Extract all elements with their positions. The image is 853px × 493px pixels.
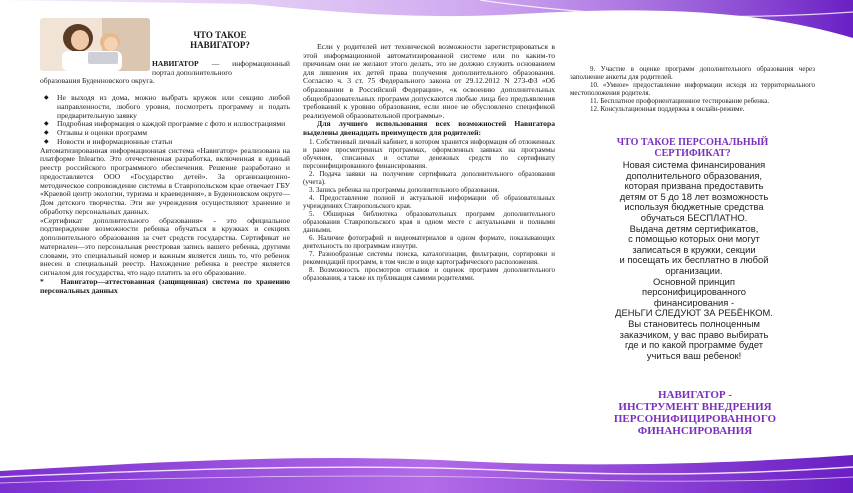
cert-line: персонифицированного [642,286,746,298]
cert-line: Вы становитесь полноценным [628,317,760,329]
cert-line: дополнительного образования, [625,169,763,181]
cert-line: детям от 5 до 18 лет возможность [619,190,769,202]
cert-line: используя бюджетные средства [624,201,764,213]
cert-line: Новая система финансирования [622,159,766,170]
bullet-item: ◆ Отзывы и оценки программ [57,129,290,138]
panel1-title-line2: НАВИГАТОР? [190,40,250,50]
bullet-item: ◆ Новости и информационные статьи [57,138,290,147]
advantage-item: 10. «Умное» предоставление информации исходя из территориального местоположения родителя. [570,81,815,97]
tool-heading-line4: ФИНАНСИРОВАНИЯ [637,425,753,437]
navigator-intro [40,60,290,86]
tool-heading-line1: НАВИГАТОР - [657,389,733,401]
panel1-title-line1: ЧТО ТАКОЕ [193,30,247,40]
advantage-item: 3. Запись ребенка на программы дополнительного образования. [309,185,500,194]
certificate-description [584,160,804,361]
advantage-item: 12. Консультационная поддержка в онлайн-режиме. [590,105,745,113]
intro-bold-term: НАВИГАТОР [152,59,199,68]
cert-line: учиться ваш ребенок! [646,349,742,361]
advantages-list [303,138,555,282]
cert-line: где и по какой программе будет [624,339,764,351]
advantage-item: 1. Собственный личный кабинет, в котором хранится информация об отложенных и ранее просмотренных программах, оформленных заявках на программы обучения, списанных и остатке денежных средств по сертификату персонифицированного финансирования. [303,137,555,170]
tool-heading-line3: ПЕРСОНИФИЦИРОВАННОГО [613,413,777,425]
advantage-item: 2. Подача заявки на получение сертификата дополнительного образования (учета). [303,169,555,186]
navigator-tool-heading [575,389,815,437]
advantage-item: 6. Наличие фотографий и видеоматериалов в одном формате, показывающих деятельность по программам изнутри. [303,233,555,250]
panel1-body [40,94,290,295]
benefits-bullet-list [40,94,290,147]
no-registration-paragraph: Если у родителей нет технической возможности зарегистрироваться в этой информационной автоматизированной системе или по каким-то причинам они не желают этого делать, это не должно служить основанием для лишения их детей права получения дополнительного образования. Согласно ч. 3 ст. 75 Федерального закона от 29.12.2012 N 273-ФЗ «Об образовании в Российской Федерации», «к освоению дополнительных общеобразовательных программ допускаются любые лица без предъявления требований к уровню образования, если иное не обусловлено спецификой реализуемой образовательной программы». [303,42,555,120]
cert-line: организации. [665,264,723,276]
cert-line: обучаться БЕСПЛАТНО. [640,211,748,223]
cert-line: заказчиком, у вас право выбирать [619,328,769,340]
advantage-item: 7. Разнообразные системы поиска, каталогизации, фильтрации, сортировки и рекомендаций программ, в том числе в виде картографического расположения. [303,249,555,266]
system-description-paragraph: Автоматизированная информационная система «Навигатор» реализована на платформе Inlearno. Это отечественная разработка, включенная в единый реестр российского программного обеспечения. Решение разработано и предоставляется ООО «Государство детей». За организационно-методическое сопровождение системы в Ставропольском крае отвечает ГБУ «Краевой центр экологии, туризма и краеведения», в Буденновском округе—Дом детского творчества. Эти же учреждения осуществляют хранение и обработку персональных данных. [40,145,290,216]
panel1-title [150,30,290,50]
cert-line: с помощью которых они могут [628,233,760,245]
intro-rest: — информационный портал дополнительного [152,59,290,77]
bullet-item: ◆ Не выходя из дома, можно выбрать кружок или секцию любой направленности, любого уровня, посмотреть программу и подать предварительную заявку [57,94,290,120]
advantage-item: 4. Предоставление полной и актуальной информации об образовательных учреждениях Ставропольского края. [303,193,555,210]
certificate-paragraph: «Сертификат дополнительного образования» - это официальное подтверждение возможности ребенка обучаться в кружках и секциях дополнительного образования за счет средств государства. Сертификат не материален—это персональная реестровая запись вашего ребенка, другими словами, это специальный номер и важным является лишь то, что ребенок внесен в специальный реестр. Нахождение ребенка в реестре является сигналом для государства, что надо платить за его образование. [40,215,290,277]
certificate-heading-line2: СЕРТИФИКАТ? [654,148,731,159]
cert-line: записаться в кружки, секции [632,243,756,255]
intro-line2: образования Буденновского округа. [40,76,155,86]
cert-line: Основной принцип [653,275,735,287]
cert-line: Выдача детям сертификатов, [629,222,759,234]
advantages-heading: Для лучшего использования всех возможностей Навигатора выделены двенадцать преимуществ для родителей: [303,119,555,137]
advantage-item: 5. Обширная библиотека образовательных программ дополнительного образования Ставропольского края в одном месте с актуальными и полными данными. [303,209,555,234]
bullet-item: ◆ Подробная информация о каждой программе с фото и иллюстрациями [57,120,290,129]
certificate-heading-line1: ЧТО ТАКОЕ ПЕРСОНАЛЬНЫЙ [616,137,769,148]
cert-line: и посещать их бесплатно в любой [619,254,769,266]
advantage-item: 11. Бесплатное профориентационное тестирование ребенка. [590,97,770,105]
certificate-heading [570,137,815,159]
protected-system-note [40,278,290,296]
panel2-body [303,43,555,282]
cert-line: которая призвана предоставить [624,180,764,192]
note-star: * [40,276,44,286]
advantages-list-continued [570,65,815,113]
tool-heading-line2: ИНСТРУМЕНТ ВНЕДРЕНИЯ [618,401,772,413]
cert-line: ДЕНЬГИ СЛЕДУЮТ ЗА РЕБЁНКОМ. [615,307,773,319]
advantage-item: 8. Возможность просмотров отзывов и оценок программ дополнительного образования, а также их публикация самими родителями. [303,265,555,282]
advantage-item: 9. Участие в оценке программ дополнительного образования через заполнение анкеты для родителей. [570,65,815,81]
bottom-wave-decoration [0,433,853,493]
note-text: Навигатор—аттестованная (защищенная) система по хранению персональных данных [40,276,290,295]
cert-line: финансирования - [653,296,735,308]
